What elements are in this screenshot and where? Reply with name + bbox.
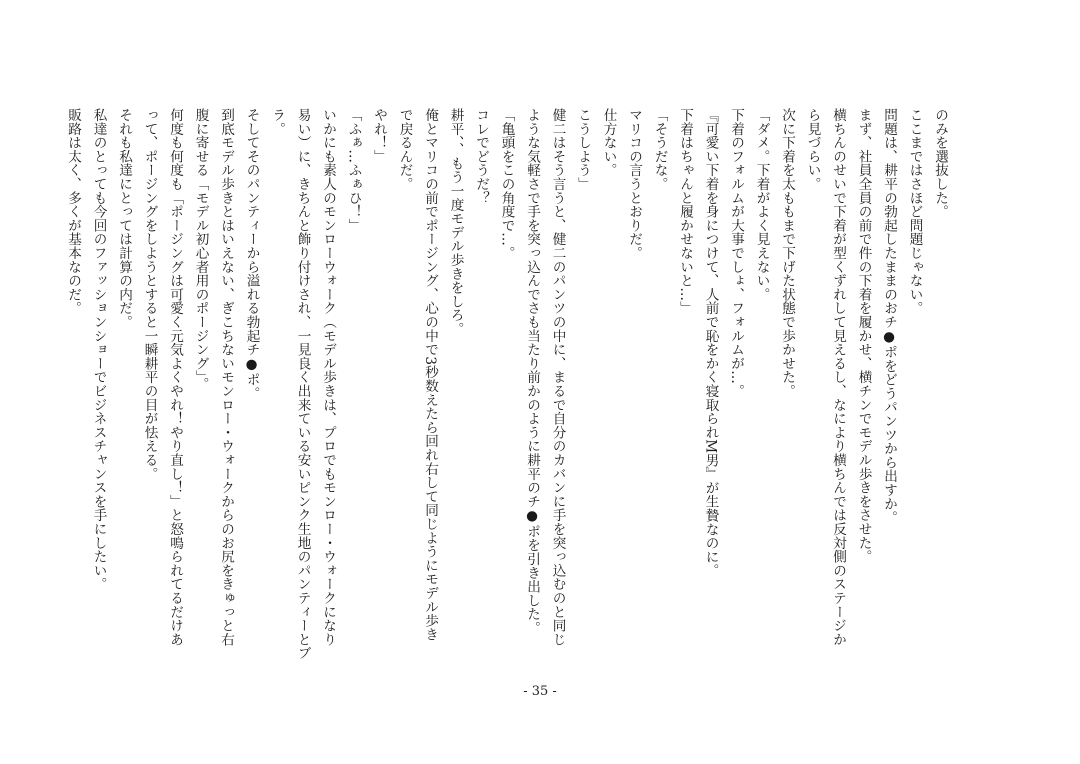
text-line: 下着のフォルムが大事でしょ、フォルムが…。	[728, 108, 744, 398]
text-line: いかにも素人のモンローウォーク（モデル歩きは、プロでもモンロー・ウォークになり	[320, 108, 336, 647]
text-line: 販路は太く、多くが基本なのだ。	[65, 108, 81, 315]
text-line: のみを選抜した。	[932, 108, 948, 219]
text-line: コレでどうだ？	[473, 108, 489, 205]
page-number: - 35 -	[523, 684, 557, 699]
text-line: 「亀頭をこの角度で…。	[498, 108, 515, 260]
text-line: 腹に寄せる「モデル初心者用のポージング」。	[192, 108, 209, 391]
text-line: 「ダメ。下着がよく見えない。	[753, 108, 770, 302]
text-line: やれ！」	[371, 108, 387, 164]
text-line: 何度も何度も「ポージングは可愛く元気よくやれ！やり直し！」と怒鳴られてるだけあ	[167, 108, 183, 647]
text-line: 問題は、耕平の勃起したままのおチ●ポをどうパンツから出すか。	[881, 108, 897, 525]
text-line: それも私達にとっては計算の内だ。	[116, 108, 132, 329]
text-line: 下着はちゃんと履かせないと…」	[677, 108, 693, 315]
text-line: で戻るんだ。	[396, 108, 413, 191]
text-line: そしてそのパンティーから溢れる勃起チ●ポ。	[243, 108, 260, 401]
text-line: ここまではさほど問題じゃない。	[906, 108, 923, 315]
text-line: 到底モデル歩きとはいえない、ぎこちないモンロー・ウォークからのお尻をきゅっと右	[218, 108, 234, 647]
text-line: まず、社員全員の前で件の下着を履かせ、横チンでモデル歩きをさせた。	[855, 108, 872, 564]
text-line: 易い）に、きちんと飾り付けされ、一見良く出来ている安いピンク生地のパンティーとブ	[294, 108, 311, 660]
text-line: 耕平、、もう一度モデル歩きをしろ。	[447, 108, 464, 336]
text-line: マリコの言うとおりだ。	[626, 108, 642, 260]
text-line: ラ。	[269, 108, 285, 136]
text-line: 「ふぁ…ふぁひ！」	[345, 108, 362, 233]
text-line: 健二はそう言うと、健二のパンツの中に、まるで自分のカバンに手を突っ込むのと同じ	[549, 108, 566, 647]
text-line: 『可愛い下着を身につけて、人前で恥をかく寝取られM男』が生贄なのに。	[702, 108, 719, 578]
text-line: 「そうだな。	[651, 108, 668, 191]
text-line: こうしよう」	[575, 108, 591, 191]
text-line: ような気軽さで手を突っ込んでさも当たり前かのように耕平のチ●ポを引き出した。	[524, 108, 540, 635]
text-line: 私達のとっても今回のファッションショーでビジネスチャンスを手にしたい。	[90, 108, 107, 591]
text-line: 横ちんのせいで下着が型くずれして見えるし、なにより横ちんでは反対側のステージか	[830, 108, 846, 647]
vertical-text-block	[60, 108, 953, 668]
text-line: 俺とマリコの前でポージング、心の中で3秒数えたら回れ右して同じようにモデル歩き	[422, 108, 438, 642]
text-line: 仕方ない。	[600, 108, 617, 177]
text-line: って、ポージングをしようとすると一瞬耕平の目が怯える。	[141, 108, 158, 481]
text-line: 次に下着を太ももまで下げた状態で歩かせた。	[779, 108, 795, 398]
text-line: ら見づらい。	[804, 108, 821, 191]
